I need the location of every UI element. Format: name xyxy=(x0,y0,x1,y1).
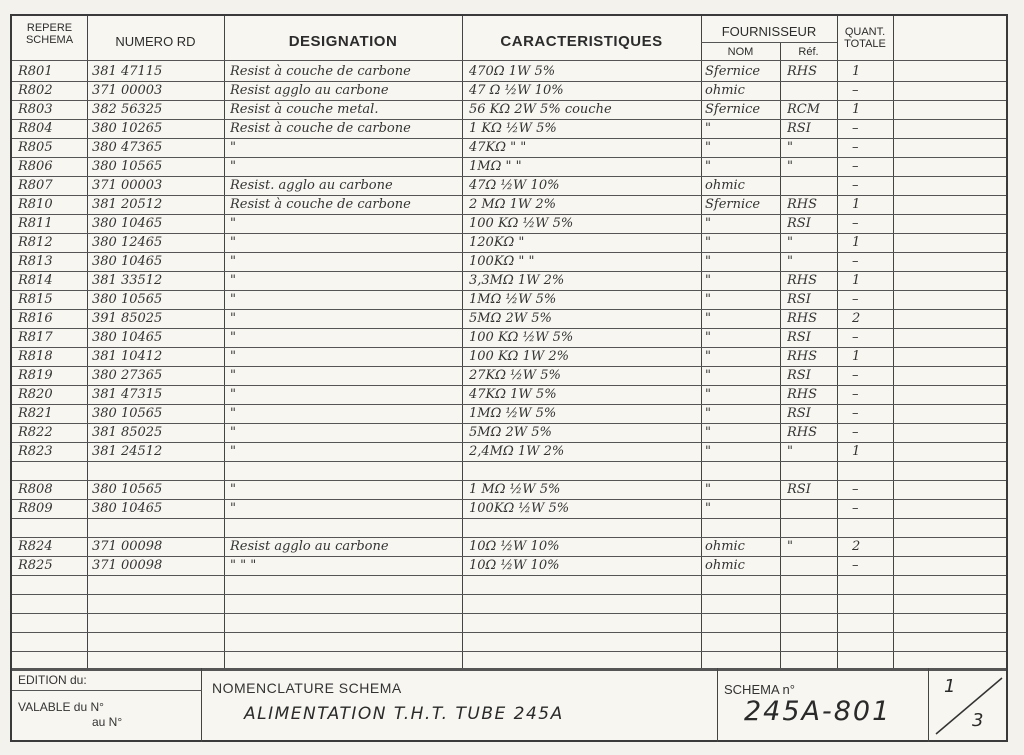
cell-car: 10Ω ½W 10% xyxy=(469,558,560,573)
cell-ref: RHS xyxy=(787,197,818,212)
header-repere: REPERE SCHEMA xyxy=(25,22,74,46)
cell-num: 381 85025 xyxy=(92,425,163,440)
cell-rep: R813 xyxy=(18,254,53,269)
cell-nom: " xyxy=(705,140,711,155)
cell-qte: – xyxy=(852,387,859,402)
cell-des: Resist à couche de carbone xyxy=(230,121,411,136)
cell-des: " xyxy=(230,330,236,345)
cell-des: Resist agglo au carbone xyxy=(230,83,389,98)
cell-car: 47Ω ½W 10% xyxy=(469,178,560,193)
cell-des: " xyxy=(230,349,236,364)
cell-rep: R806 xyxy=(18,159,53,174)
cell-nom: ohmic xyxy=(705,558,745,573)
header-rule xyxy=(701,42,837,43)
cell-rep: R811 xyxy=(18,216,53,231)
cell-car: 5MΩ 2W 5% xyxy=(469,425,552,440)
cell-num: 380 10265 xyxy=(92,121,163,136)
row-rule xyxy=(12,632,1006,633)
cell-car: 10Ω ½W 10% xyxy=(469,539,560,554)
cell-num: 380 47365 xyxy=(92,140,163,155)
cell-qte: – xyxy=(852,330,859,345)
schema-number: 245A-801 xyxy=(744,696,892,727)
cell-num: 382 56325 xyxy=(92,102,163,117)
cell-num: 380 12465 xyxy=(92,235,163,250)
cell-car: 2,4MΩ 1W 2% xyxy=(469,444,565,459)
cell-nom: " xyxy=(705,444,711,459)
footer-divider xyxy=(717,668,718,742)
cell-nom: " xyxy=(705,121,711,136)
cell-car: 47KΩ 1W 5% xyxy=(469,387,557,402)
row-rule xyxy=(12,214,1006,215)
cell-des: " xyxy=(230,159,236,174)
row-rule xyxy=(12,233,1006,234)
cell-des: " xyxy=(230,311,236,326)
cell-car: 3,3MΩ 1W 2% xyxy=(469,273,565,288)
cell-nom: " xyxy=(705,159,711,174)
cell-ref: " xyxy=(787,539,793,554)
cell-rep: R824 xyxy=(18,539,53,554)
row-rule xyxy=(12,594,1006,595)
cell-des: " xyxy=(230,273,236,288)
header-designation: DESIGNATION xyxy=(288,33,398,50)
cell-nom: " xyxy=(705,273,711,288)
cell-rep: R825 xyxy=(18,558,53,573)
cell-car: 47KΩ " " xyxy=(469,140,527,155)
row-rule xyxy=(12,385,1006,386)
page-number: 1 xyxy=(944,676,956,697)
row-rule xyxy=(12,575,1006,576)
cell-num: 381 47315 xyxy=(92,387,163,402)
cell-car: 100KΩ ½W 5% xyxy=(469,501,570,516)
cell-num: 380 10465 xyxy=(92,330,163,345)
header-quant: QUANT. TOTALE xyxy=(844,26,886,50)
row-rule xyxy=(12,366,1006,367)
cell-des: " xyxy=(230,292,236,307)
col-rule xyxy=(224,16,225,668)
row-rule xyxy=(12,195,1006,196)
row-rule xyxy=(12,613,1006,614)
cell-nom: " xyxy=(705,254,711,269)
cell-rep: R819 xyxy=(18,368,53,383)
cell-ref: RSI xyxy=(787,330,811,345)
cell-qte: – xyxy=(852,254,859,269)
cell-rep: R810 xyxy=(18,197,53,212)
cell-num: 371 00003 xyxy=(92,178,163,193)
cell-des: " xyxy=(230,425,236,440)
cell-car: 120KΩ " xyxy=(469,235,525,250)
cell-qte: 1 xyxy=(852,273,861,288)
cell-num: 380 10565 xyxy=(92,406,163,421)
cell-des: " xyxy=(230,444,236,459)
cell-nom: " xyxy=(705,311,711,326)
cell-num: 371 00003 xyxy=(92,83,163,98)
cell-car: 100 KΩ ½W 5% xyxy=(469,330,574,345)
cell-rep: R823 xyxy=(18,444,53,459)
cell-qte: – xyxy=(852,406,859,421)
cell-rep: R809 xyxy=(18,501,53,516)
row-rule xyxy=(12,461,1006,462)
cell-qte: 2 xyxy=(852,311,861,326)
row-rule xyxy=(12,309,1006,310)
cell-des: Resist à couche de carbone xyxy=(230,64,411,79)
row-rule xyxy=(12,328,1006,329)
cell-rep: R814 xyxy=(18,273,53,288)
row-rule xyxy=(12,499,1006,500)
cell-car: 1MΩ " " xyxy=(469,159,522,174)
cell-rep: R803 xyxy=(18,102,53,117)
cell-ref: " xyxy=(787,235,793,250)
cell-num: 381 20512 xyxy=(92,197,163,212)
cell-qte: 2 xyxy=(852,539,861,554)
cell-qte: – xyxy=(852,482,859,497)
cell-num: 381 33512 xyxy=(92,273,163,288)
row-rule xyxy=(12,518,1006,519)
cell-num: 391 85025 xyxy=(92,311,163,326)
header-caracteristiques: CARACTERISTIQUES xyxy=(500,33,663,50)
cell-ref: " xyxy=(787,140,793,155)
cell-rep: R812 xyxy=(18,235,53,250)
cell-qte: – xyxy=(852,178,859,193)
cell-num: 381 24512 xyxy=(92,444,163,459)
cell-car: 1 KΩ ½W 5% xyxy=(469,121,557,136)
cell-car: 470Ω 1W 5% xyxy=(469,64,556,79)
cell-num: 380 10565 xyxy=(92,482,163,497)
cell-qte: 1 xyxy=(852,64,861,79)
cell-rep: R805 xyxy=(18,140,53,155)
cell-rep: R807 xyxy=(18,178,53,193)
cell-qte: – xyxy=(852,121,859,136)
cell-ref: RCM xyxy=(787,102,821,117)
cell-des: " xyxy=(230,482,236,497)
cell-ref: RSI xyxy=(787,406,811,421)
cell-nom: " xyxy=(705,406,711,421)
cell-rep: R801 xyxy=(18,64,53,79)
cell-qte: – xyxy=(852,425,859,440)
cell-ref: " xyxy=(787,159,793,174)
cell-nom: Sfernice xyxy=(705,197,761,212)
cell-qte: – xyxy=(852,83,859,98)
row-rule xyxy=(12,442,1006,443)
cell-qte: – xyxy=(852,216,859,231)
row-rule xyxy=(12,651,1006,652)
cell-ref: RHS xyxy=(787,273,818,288)
page-slash xyxy=(928,668,1006,742)
cell-car: 1 MΩ ½W 5% xyxy=(469,482,561,497)
cell-nom: " xyxy=(705,425,711,440)
cell-nom: ohmic xyxy=(705,83,745,98)
col-rule xyxy=(701,16,702,668)
row-rule xyxy=(12,537,1006,538)
row-rule xyxy=(12,347,1006,348)
au-label: au N° xyxy=(92,715,123,729)
cell-num: 380 27365 xyxy=(92,368,163,383)
nomenclature-title: ALIMENTATION T.H.T. TUBE 245A xyxy=(244,704,564,724)
cell-nom: Sfernice xyxy=(705,102,761,117)
cell-des: " " " xyxy=(230,558,257,573)
cell-des: " xyxy=(230,235,236,250)
row-rule xyxy=(12,81,1006,82)
edition-label: EDITION du: xyxy=(18,673,87,687)
cell-nom: " xyxy=(705,501,711,516)
cell-des: " xyxy=(230,406,236,421)
cell-qte: – xyxy=(852,368,859,383)
cell-des: Resist à couche de carbone xyxy=(230,197,411,212)
cell-nom: " xyxy=(705,235,711,250)
row-rule xyxy=(12,119,1006,120)
cell-car: 100 KΩ ½W 5% xyxy=(469,216,574,231)
cell-nom: ohmic xyxy=(705,178,745,193)
cell-ref: RSI xyxy=(787,292,811,307)
cell-rep: R822 xyxy=(18,425,53,440)
cell-rep: R802 xyxy=(18,83,53,98)
row-rule xyxy=(12,271,1006,272)
nomenclature-sheet xyxy=(10,14,1008,742)
cell-ref: RHS xyxy=(787,64,818,79)
cell-ref: RSI xyxy=(787,216,811,231)
schema-label: SCHEMA n° xyxy=(724,682,795,697)
cell-num: 380 10465 xyxy=(92,216,163,231)
cell-nom: " xyxy=(705,349,711,364)
cell-qte: 1 xyxy=(852,444,861,459)
cell-num: 380 10565 xyxy=(92,292,163,307)
valable-label: VALABLE du N° xyxy=(18,700,104,714)
cell-nom: " xyxy=(705,368,711,383)
cell-car: 100KΩ " " xyxy=(469,254,535,269)
cell-ref: RSI xyxy=(787,482,811,497)
cell-car: 56 KΩ 2W 5% couche xyxy=(469,102,612,117)
cell-rep: R816 xyxy=(18,311,53,326)
cell-des: " xyxy=(230,216,236,231)
cell-qte: – xyxy=(852,558,859,573)
cell-qte: 1 xyxy=(852,102,861,117)
col-rule xyxy=(893,16,894,668)
col-rule xyxy=(462,16,463,668)
cell-qte: 1 xyxy=(852,197,861,212)
cell-rep: R817 xyxy=(18,330,53,345)
row-rule xyxy=(12,556,1006,557)
cell-car: 100 KΩ 1W 2% xyxy=(469,349,569,364)
cell-nom: " xyxy=(705,482,711,497)
cell-des: Resist à couche metal. xyxy=(230,102,379,117)
row-rule xyxy=(12,100,1006,101)
header-nom: NOM xyxy=(727,46,754,58)
row-rule xyxy=(12,157,1006,158)
cell-nom: " xyxy=(705,216,711,231)
cell-qte: 1 xyxy=(852,235,861,250)
cell-num: 381 47115 xyxy=(92,64,163,79)
cell-qte: – xyxy=(852,159,859,174)
cell-des: Resist agglo au carbone xyxy=(230,539,389,554)
cell-rep: R808 xyxy=(18,482,53,497)
cell-car: 2 MΩ 1W 2% xyxy=(469,197,557,212)
cell-nom: Sfernice xyxy=(705,64,761,79)
header-numero: NUMERO RD xyxy=(115,34,196,49)
cell-des: " xyxy=(230,501,236,516)
header-fournisseur: FOURNISSEUR xyxy=(721,24,817,39)
cell-nom: ohmic xyxy=(705,539,745,554)
cell-car: 5MΩ 2W 5% xyxy=(469,311,552,326)
col-rule xyxy=(87,16,88,668)
cell-ref: RHS xyxy=(787,349,818,364)
row-rule xyxy=(12,252,1006,253)
edition-rule xyxy=(12,690,202,691)
cell-rep: R820 xyxy=(18,387,53,402)
cell-des: " xyxy=(230,368,236,383)
header-ref: Réf. xyxy=(798,46,819,58)
cell-ref: RHS xyxy=(787,425,818,440)
cell-qte: – xyxy=(852,140,859,155)
cell-ref: " xyxy=(787,254,793,269)
col-rule xyxy=(837,16,838,668)
cell-des: " xyxy=(230,140,236,155)
cell-rep: R818 xyxy=(18,349,53,364)
row-rule xyxy=(12,423,1006,424)
row-rule xyxy=(12,138,1006,139)
row-rule xyxy=(12,290,1006,291)
cell-ref: RSI xyxy=(787,368,811,383)
cell-num: 371 00098 xyxy=(92,539,163,554)
cell-ref: " xyxy=(787,444,793,459)
cell-car: 1MΩ ½W 5% xyxy=(469,406,557,421)
cell-rep: R815 xyxy=(18,292,53,307)
cell-qte: 1 xyxy=(852,349,861,364)
nomenclature-label: NOMENCLATURE SCHEMA xyxy=(212,680,402,696)
cell-qte: – xyxy=(852,501,859,516)
cell-car: 1MΩ ½W 5% xyxy=(469,292,557,307)
cell-des: " xyxy=(230,254,236,269)
cell-num: 381 10412 xyxy=(92,349,163,364)
cell-rep: R804 xyxy=(18,121,53,136)
header-rule xyxy=(12,60,1006,61)
cell-des: " xyxy=(230,387,236,402)
cell-car: 47 Ω ½W 10% xyxy=(469,83,564,98)
row-rule xyxy=(12,404,1006,405)
cell-ref: RHS xyxy=(787,387,818,402)
cell-num: 380 10465 xyxy=(92,254,163,269)
cell-qte: – xyxy=(852,292,859,307)
cell-car: 27KΩ ½W 5% xyxy=(469,368,561,383)
cell-des: Resist. agglo au carbone xyxy=(230,178,393,193)
cell-num: 380 10465 xyxy=(92,501,163,516)
cell-nom: " xyxy=(705,387,711,402)
cell-nom: " xyxy=(705,330,711,345)
cell-rep: R821 xyxy=(18,406,53,421)
cell-num: 371 00098 xyxy=(92,558,163,573)
cell-ref: RSI xyxy=(787,121,811,136)
row-rule xyxy=(12,176,1006,177)
row-rule xyxy=(12,480,1006,481)
cell-nom: " xyxy=(705,292,711,307)
cell-num: 380 10565 xyxy=(92,159,163,174)
cell-ref: RHS xyxy=(787,311,818,326)
page-total: 3 xyxy=(972,710,984,731)
